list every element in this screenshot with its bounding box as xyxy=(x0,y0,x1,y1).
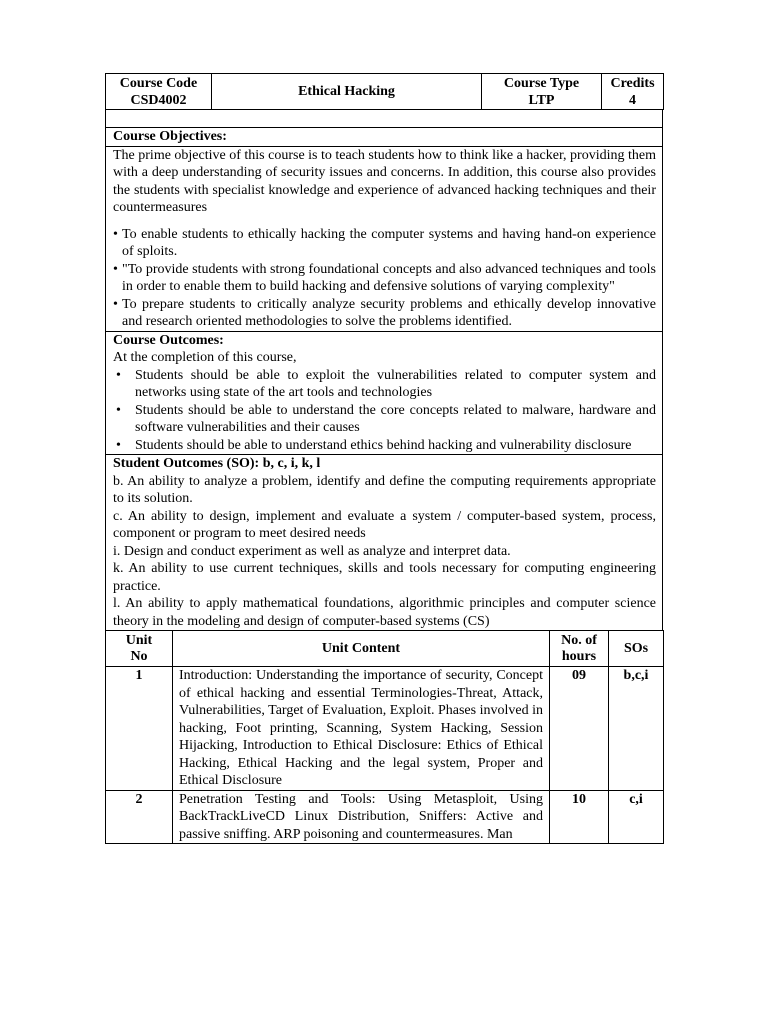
course-type-cell xyxy=(482,74,602,110)
course-code-label: Course Code xyxy=(119,75,198,91)
so-item: i. Design and conduct experiment as well as analyze and interpret data. xyxy=(113,543,511,559)
syllabus-page xyxy=(105,73,663,844)
so-item: l. An ability to apply mathematical foundations, algorithmic principles and computer science theory in the modeling and design of computer-based systems (CS) xyxy=(113,596,656,629)
course-objectives-section xyxy=(105,128,663,147)
list-item: • To prepare students to critically analyze security problems and ethically develop innovative and research oriented methodologies to solve the problems identified. xyxy=(113,296,656,329)
unit-table-header xyxy=(106,631,664,667)
list-item: • Students should be able to exploit the vulnerabilities related to computer system and networks using state of the art tools and technologies xyxy=(116,367,656,400)
outcomes-list xyxy=(113,367,656,455)
course-outcomes-title: Course Outcomes: xyxy=(113,332,224,348)
course-objectives-title: Course Objectives: xyxy=(113,129,227,144)
outcome-text: Students should be able to exploit the vulnerabilities related to computer system and networks using state of the art tools and technologies xyxy=(135,367,656,400)
unit-content-header: Unit Content xyxy=(173,631,550,667)
course-code-cell xyxy=(106,74,212,110)
course-objectives-body xyxy=(105,147,663,332)
outcome-text: Students should be able to understand the core concepts related to malware, hardware and software vulnerabilities and their causes xyxy=(135,402,656,435)
credits-cell xyxy=(602,74,664,110)
unit-hours: 09 xyxy=(550,667,609,791)
outcome-text: Students should be able to understand ethics behind hacking and vulnerability disclosure xyxy=(135,437,632,453)
course-type-label: Course Type xyxy=(503,75,580,91)
outcomes-intro: At the completion of this course, xyxy=(113,350,297,365)
unit-content: Introduction: Understanding the importance of security, Concept of ethical hacking and essential Terminologies-Threat, Attack, Vulnerabilities, Target of Evaluation, Exploit. Phases involved in hacking, Foot printing, Scanning, System Hacking, Session Hijacking, Introduction to Ethical Disclosure: Ethics of Ethical Hacking, Ethical Hacking and the legal system, Proper and Ethical Disclosure xyxy=(173,667,550,791)
unit-number: 2 xyxy=(106,790,173,844)
unit-no-header: Unit No xyxy=(106,631,173,667)
course-code-value: CSD4002 xyxy=(130,92,187,108)
credits-label: Credits xyxy=(610,75,655,91)
sos-header: SOs xyxy=(609,631,664,667)
table-row xyxy=(106,667,664,791)
table-row xyxy=(106,790,664,844)
objective-text: To prepare students to critically analyze security problems and ethically develop innovative and research oriented methodologies to solve the problems identified. xyxy=(122,296,656,329)
course-header-table xyxy=(105,73,664,110)
student-outcomes-title: Student Outcomes (SO): b, c, i, k, l xyxy=(113,456,321,471)
so-item: c. An ability to design, implement and evaluate a system / computer-based system, process, component or program to meet desired needs xyxy=(113,508,656,541)
so-item: b. An ability to analyze a problem, identify and define the computing requirements appropriate to its solution. xyxy=(113,473,656,506)
unit-sos: b,c,i xyxy=(609,667,664,791)
objective-text: "To provide students with strong foundational concepts and also advanced techniques and tools in order to enable them to build hacking and defensive solutions of varying complexity" xyxy=(122,261,656,294)
course-outcomes-section xyxy=(105,332,663,456)
unit-table xyxy=(105,630,664,844)
list-item: • Students should be able to understand the core concepts related to malware, hardware and software vulnerabilities and their causes xyxy=(116,402,656,435)
blank-row xyxy=(105,110,663,128)
course-title: Ethical Hacking xyxy=(212,74,482,110)
objectives-intro: The prime objective of this course is to teach students how to think like a hacker, providing them with a deep understanding of security issues and concerns. In addition, this course also provides the students with specialist knowledge and experience of advanced hacking techniques and their countermeasures xyxy=(113,147,656,215)
hours-header: No. of hours xyxy=(550,631,609,667)
list-item: • Students should be able to understand ethics behind hacking and vulnerability disclosure xyxy=(116,437,632,453)
credits-value: 4 xyxy=(629,92,636,108)
objective-text: To enable students to ethically hacking the computer systems and having hand-on experience of sploits. xyxy=(122,226,656,259)
course-type-value: LTP xyxy=(528,92,555,108)
list-item: • To enable students to ethically hacking the computer systems and having hand-on experience of sploits. xyxy=(113,226,656,259)
objectives-list xyxy=(113,226,656,331)
unit-content: Penetration Testing and Tools: Using Metasploit, Using BackTrackLiveCD Linux Distribution, Sniffers: Active and passive sniffing. ARP poisoning and countermeasures. Man xyxy=(173,790,550,844)
list-item: • "To provide students with strong foundational concepts and also advanced techniques and tools in order to enable them to build hacking and defensive solutions of varying complexity" xyxy=(113,261,656,294)
unit-number: 1 xyxy=(106,667,173,791)
unit-hours: 10 xyxy=(550,790,609,844)
student-outcomes-section xyxy=(105,455,663,631)
unit-sos: c,i xyxy=(609,790,664,844)
so-item: k. An ability to use current techniques, skills and tools necessary for computing engineering practice. xyxy=(113,561,656,594)
